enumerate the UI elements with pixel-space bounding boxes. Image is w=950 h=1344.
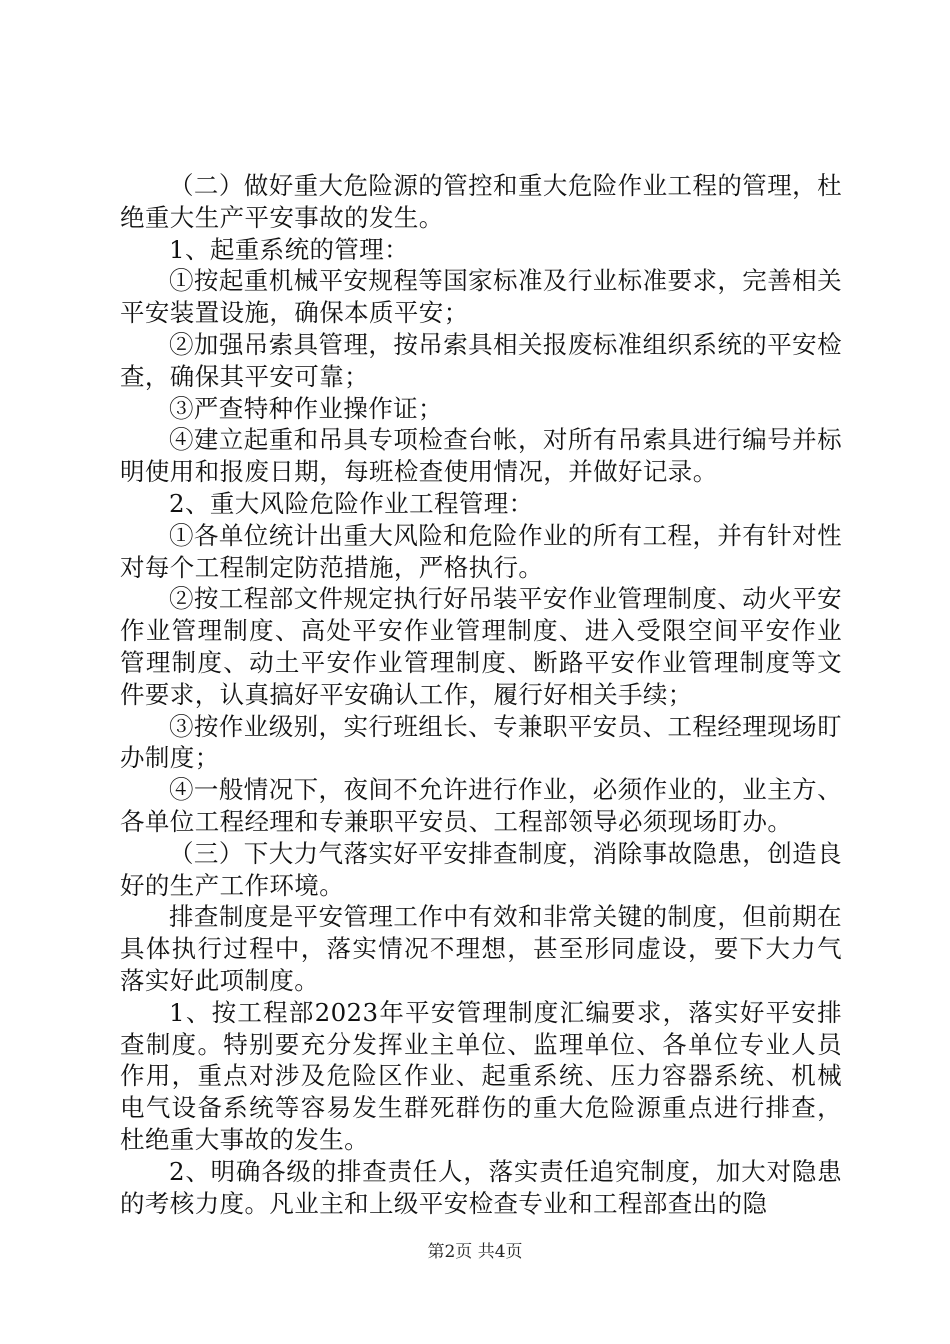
paragraph-lifting-item-3: ③严查特种作业操作证； <box>169 393 443 423</box>
paragraph-risk-item-1: ①各单位统计出重大风险和危险作业的所有工程，并有针对性对每个工程制定防范措施，严格执行。 <box>120 520 842 582</box>
paragraph-risk-item-2: ②按工程部文件规定执行好吊装平安作业管理制度、动火平安作业管理制度、高处平安作业管理制度、进入受限空间平安作业管理制度、动土平安作业管理制度、断路平安作业管理制度等文件要求，认真搞好平安确认工作，履行好相关手续； <box>120 584 842 709</box>
paragraph-lifting-item-4: ④建立起重和吊具专项检查台帐，对所有吊索具进行编号并标明使用和报废日期，每班检查使用情况，并做好记录。 <box>120 425 842 487</box>
paragraph-lifting-item-2: ②加强吊索具管理，按吊索具相关报废标准组织系统的平安检查，确保其平安可靠； <box>120 329 842 391</box>
paragraph-risk-item-3: ③按作业级别，实行班组长、专兼职平安员、工程经理现场盯办制度； <box>120 711 842 773</box>
paragraph-lifting-system-heading: 1、起重系统的管理： <box>169 234 410 264</box>
paragraph-inspection-item-1: 1、按工程部2023年平安管理制度汇编要求，落实好平安排查制度。特别要充分发挥业主单位、监理单位、各单位专业人员作用，重点对涉及危险区作业、起重系统、压力容器系统、机械电气设备系统等容易发生群死群伤的重大危险源重点进行排查，杜绝重大事故的发生。 <box>120 997 842 1154</box>
paragraph-inspection-intro: 排查制度是平安管理工作中有效和非常关键的制度，但前期在具体执行过程中，落实情况不理想，甚至形同虚设，要下大力气落实好此项制度。 <box>120 902 842 995</box>
paragraph-risk-item-4: ④一般情况下，夜间不允许进行作业，必须作业的，业主方、各单位工程经理和专兼职平安员、工程部领导必须现场盯办。 <box>120 775 842 836</box>
page-number-footer: 第2页 共4页 <box>427 1242 523 1262</box>
paragraph-risk-management-heading: 2、重大风险危险作业工程管理： <box>169 488 534 518</box>
document-body <box>120 170 842 1219</box>
paragraph-lifting-item-1: ①按起重机械平安规程等国家标准及行业标准要求，完善相关平安装置设施，确保本质平安； <box>120 266 842 328</box>
paragraph-section-2-heading: （二）做好重大危险源的管控和重大危险作业工程的管理，杜绝重大生产平安事故的发生。 <box>120 171 842 232</box>
paragraph-section-3-heading: （三）下大力气落实好平安排查制度，消除事故隐患，创造良好的生产工作环境。 <box>120 838 842 900</box>
paragraph-inspection-item-2: 2、明确各级的排查责任人，落实责任追究制度，加大对隐患的考核力度。凡业主和上级平安检查专业和工程部查出的隐 <box>120 1156 842 1218</box>
